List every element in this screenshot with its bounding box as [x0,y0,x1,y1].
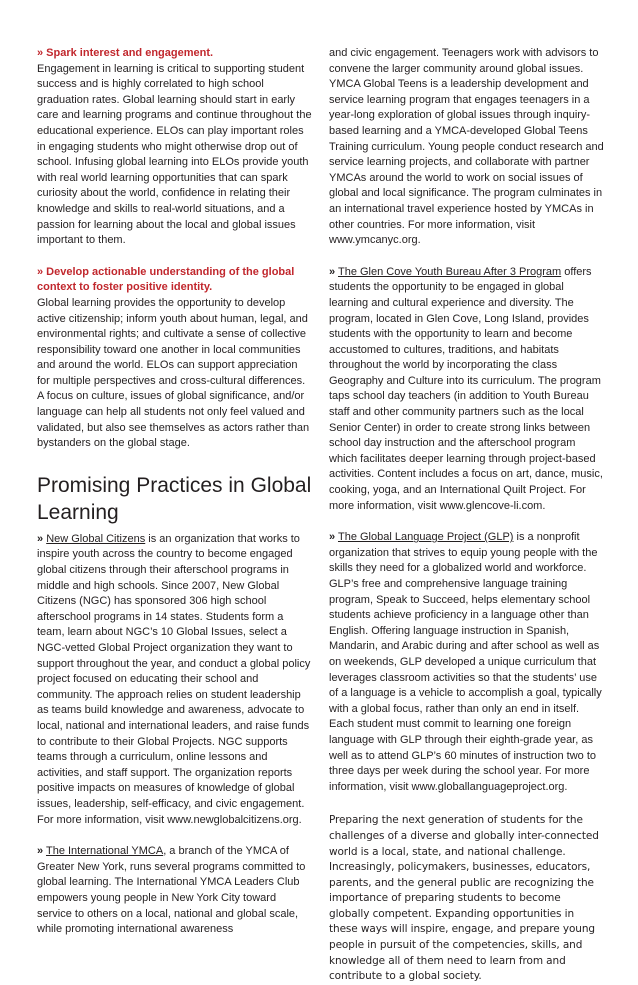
glencove-body: offers students the opportunity to be engaged in global learning and cultural experience and diversity. The program, located in Glen Cove, Long Island, provides students with the opportunity to learn and become accustomed to cultures, traditions, and habitats throughout the world by incorporating the class Geography and Culture into its curriculum. The program taps school day teachers (in addition to Youth Bureau staff and other community partners such as the local Senior Center) in order to create strong links between school day instruction and the afterschool program which facilitates deeper learning through project-based activities. Content includes a focus on art, dance, music, cooking, yoga, and an International Quilt Project. For more information, visit www.glencove-li.com. [329,265,603,512]
ymca-link[interactable]: The International YMCA [45,845,164,858]
develop-body: Global learning provides the opportunity to develop active citizenship; inform youth about human, legal, and environmental rights; and cultivate a sense of collective responsibility toward one another in local communities and around the world. ELOs can support appreciation for multiple perspectives and cross-cultural differences. A focus on culture, issues of global significance, and/or language can help all students not only feel valued and validated, but also see themselves as actors rather than bystanders on the global stage. [37,296,310,450]
glp-link[interactable]: The Global Language Project (GLP) [337,531,514,544]
glencove-marker: » [329,265,336,278]
ymca-continued: and civic engagement. Teenagers work with advisors to convene the larger community around global issues. YMCA Global Teens is a leadership development and service learning program that engages teenagers in a year-long exploration of global issues through inquiry-based learning and a YMCA-developed Global Teens Training curriculum. Young people conduct research and service learning projects, and collaborate with partner YMCAs around the world to work on social issues of global and local significance. The program culminates in an international travel experience hosted by YMCAs in other countries. For more information, visit www.ymcanyc.org. [329,47,604,247]
develop-section [37,265,312,452]
glencove-link[interactable]: The Glen Cove Youth Bureau After 3 Program [337,265,562,278]
spark-heading: » Spark interest and engagement. [37,47,214,59]
spark-section [37,46,312,249]
closing-paragraph: Preparing the next generation of students for the challenges of a diverse and globally inter-connected world is a local, state, and national challenge. Increasingly, policymakers, businesses, educators, parents, and the general public are recognizing the importance of preparing students to become globally competent. Expanding opportunities in these ways will inspire, engage, and prepare young people in pursuit of the competencies, skills, and knowledge all of them need to learn from and contribute to a global society. [329,814,599,983]
section-title: Promising Practices in Global Learning [37,473,312,524]
ngc-link[interactable]: New Global Citizens [46,532,146,545]
left-column [37,46,312,938]
ngc-marker: » [37,532,44,545]
glp-marker: » [329,531,336,544]
ngc-paragraph [37,532,312,828]
ymca-paragraph [37,844,312,938]
ymca-body: , a branch of the YMCA of Greater New York, runs several programs committed to global learning. The International YMCA Leaders Club empowers young people in New York City toward service to others on a local, national and global scale, while promoting international awareness [37,845,306,936]
right-column [329,46,604,985]
ngc-body: is an organization that works to inspire youth across the country to become engaged global citizens through their afterschool programs in middle and high schools. Since 2007, New Global Citizens (NGC) has sponsored 306 high school afterschool programs in 14 states. Students form a team, learn about NGC’s 10 Global Issues, select a NGC-vetted Global Project organization they want to support throughout the year, and conduct a global policy project focused on educating their school and community. The approach relies on student leadership as teams build knowledge and awareness, advocate to local, national and international leaders, and raise funds to contribute to their Global Projects. NGC supports teams through a curriculum, online lessons and activities, and staff support. The organization reports positive impacts on measures of knowledge of global issues, leadership, self-efficacy, and civic engagement. For more information, visit www.newglobalcitizens.org. [37,532,311,826]
glp-paragraph [329,530,604,795]
glencove-paragraph [329,265,604,515]
spark-body: Engagement in learning is critical to supporting student success and is highly correlated to high school graduation rates. Global learning should start in early care and learning programs and continue throughout the educational experience. ELOs can play important roles in engaging students who might otherwise drop out of school. Infusing global learning into ELOs provide youth with real world learning opportunities that can spark curiosity about the world, confidence in relating their knowledge and skills to real-world situations, and a passion for learning about the local and global issues important to them. [37,62,312,247]
develop-heading: » Develop actionable understanding of the global context to foster positive identity. [37,265,295,294]
ymca-marker: » [37,845,44,858]
glp-body: is a nonprofit organization that strives to equip young people with the skills they need for a globalized world and workforce. GLP’s free and comprehensive language training program, Speak to Succeed, helps elementary school students achieve proficiency in a language other than English. Offering language instruction in Spanish, Mandarin, and Arabic during and after school as well as on weekends, GLP developed a unique curriculum that leverages classroom activities so that the students’ use of a language is a vehicle to accomplish a goal, typically with a global focus, rather than only an end in itself. Each student must commit to learning one foreign language with GLP through their eighth-grade year, as well as to attend GLP’s 60 minutes of instruction two to three days per week during the school year. For more information, visit www.globallanguageproject.org. [329,531,602,793]
